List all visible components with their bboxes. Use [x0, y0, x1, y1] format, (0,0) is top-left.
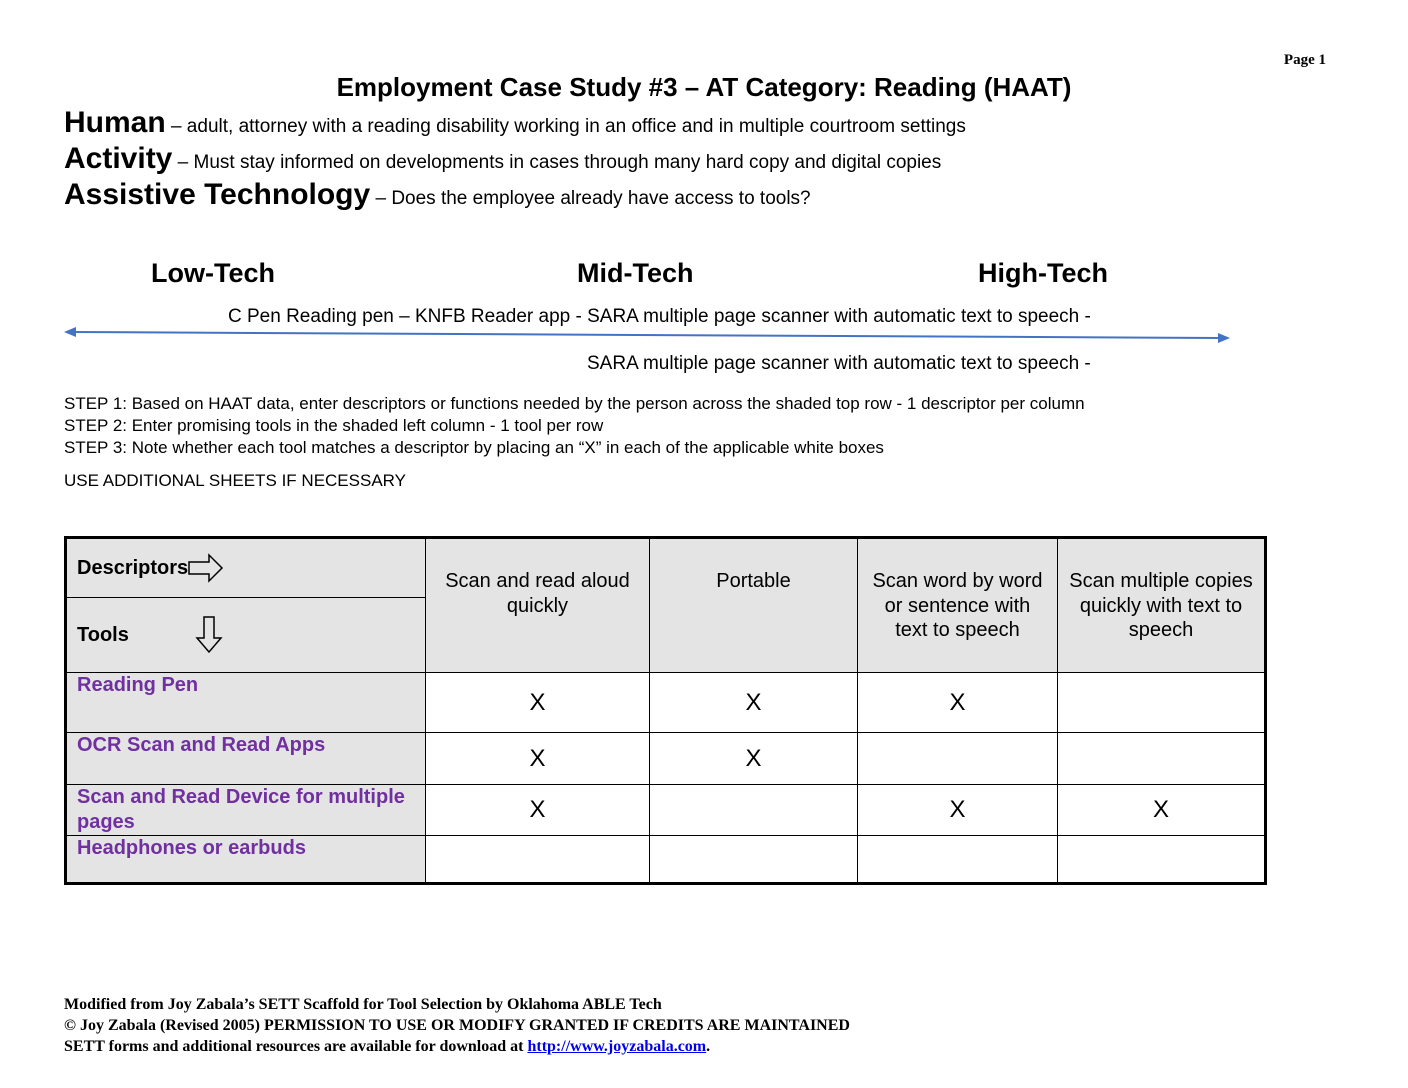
- joyzabala-link[interactable]: http://www.joyzabala.com: [527, 1038, 707, 1055]
- tool-name: OCR Scan and Read Apps: [66, 733, 426, 785]
- footer-credit: Modified from Joy Zabala’s SETT Scaffold for Tool Selection by Oklahoma ABLE Tech: [64, 996, 662, 1013]
- at-term: Assistive Technology: [64, 178, 371, 211]
- descriptor-header: Scan word by word or sentence with text to speech: [858, 538, 1058, 673]
- continuum-tools-line: C Pen Reading pen – KNFB Reader app - SARA multiple page scanner with automatic text to speech -: [228, 306, 1091, 327]
- descriptor-header: Scan multiple copies quickly with text to speech: [1058, 538, 1266, 673]
- match-mark: [650, 836, 858, 884]
- match-mark: X: [858, 673, 1058, 733]
- match-mark: X: [858, 785, 1058, 836]
- human-line: [64, 106, 966, 140]
- match-mark: X: [650, 733, 858, 785]
- match-mark: [426, 836, 650, 884]
- tool-name: Headphones or earbuds: [66, 836, 426, 884]
- corner-cell: [66, 538, 426, 673]
- footer-period: .: [706, 1038, 711, 1055]
- step-3: STEP 3: Note whether each tool matches a descriptor by placing an “X” in each of the applicable white boxes: [64, 438, 884, 457]
- footer-copyright: © Joy Zabala (Revised 2005) PERMISSION TO USE OR MODIFY GRANTED IF CREDITS ARE MAINTAINED: [64, 1017, 850, 1034]
- match-mark: [1058, 673, 1266, 733]
- arrow-down-icon: [195, 616, 223, 654]
- match-mark: X: [426, 785, 650, 836]
- at-text: – Does the employee already have access to tools?: [370, 188, 811, 209]
- footer-download-text: SETT forms and additional resources are available for download at: [64, 1038, 528, 1055]
- table-row: [66, 836, 1266, 884]
- match-mark: [1058, 836, 1266, 884]
- descriptor-header: Scan and read aloud quickly: [426, 538, 650, 673]
- match-mark: [858, 733, 1058, 785]
- step-1: STEP 1: Based on HAAT data, enter descriptors or functions needed by the person across the shaded top row - 1 descriptor per column: [64, 394, 1085, 413]
- tools-label: Tools: [77, 623, 129, 646]
- descriptors-label: Descriptors: [77, 556, 189, 579]
- tools-header: [67, 598, 425, 672]
- match-mark: X: [650, 673, 858, 733]
- activity-term: Activity: [64, 142, 173, 175]
- descriptors-header: [67, 539, 425, 598]
- page-title: Employment Case Study #3 – AT Category: Reading (HAAT): [336, 72, 1072, 102]
- continuum-tools-line-2: SARA multiple page scanner with automatic text to speech -: [587, 353, 1091, 374]
- match-mark: [650, 785, 858, 836]
- high-tech-label: High-Tech: [978, 258, 1108, 288]
- assistive-technology-line: [64, 178, 811, 212]
- tool-selection-table: [64, 536, 1267, 885]
- match-mark: X: [426, 733, 650, 785]
- match-mark: X: [426, 673, 650, 733]
- page-number: Page 1: [1283, 52, 1326, 68]
- match-mark: X: [1058, 785, 1266, 836]
- mid-tech-label: Mid-Tech: [577, 258, 694, 288]
- low-tech-label: Low-Tech: [151, 258, 275, 288]
- arrow-right-icon: [188, 553, 224, 583]
- match-mark: [858, 836, 1058, 884]
- footer-download: [64, 1038, 710, 1056]
- human-text: – adult, attorney with a reading disability working in an office and in multiple courtroom settings: [165, 116, 966, 137]
- tool-name: Reading Pen: [66, 673, 426, 733]
- step-2: STEP 2: Enter promising tools in the shaded left column - 1 tool per row: [64, 416, 604, 435]
- tool-name: Scan and Read Device for multiple pages: [66, 785, 426, 836]
- human-term: Human: [64, 106, 166, 139]
- table-row: [66, 785, 1266, 836]
- activity-text: – Must stay informed on developments in cases through many hard copy and digital copies: [172, 152, 942, 173]
- match-mark: [1058, 733, 1266, 785]
- table-row: [66, 673, 1266, 733]
- descriptor-header-row: [66, 538, 1266, 673]
- additional-sheets-note: USE ADDITIONAL SHEETS IF NECESSARY: [64, 471, 406, 490]
- descriptor-header: Portable: [650, 538, 858, 673]
- table-row: [66, 733, 1266, 785]
- activity-line: [64, 142, 941, 176]
- continuum-arrow: [60, 320, 1240, 348]
